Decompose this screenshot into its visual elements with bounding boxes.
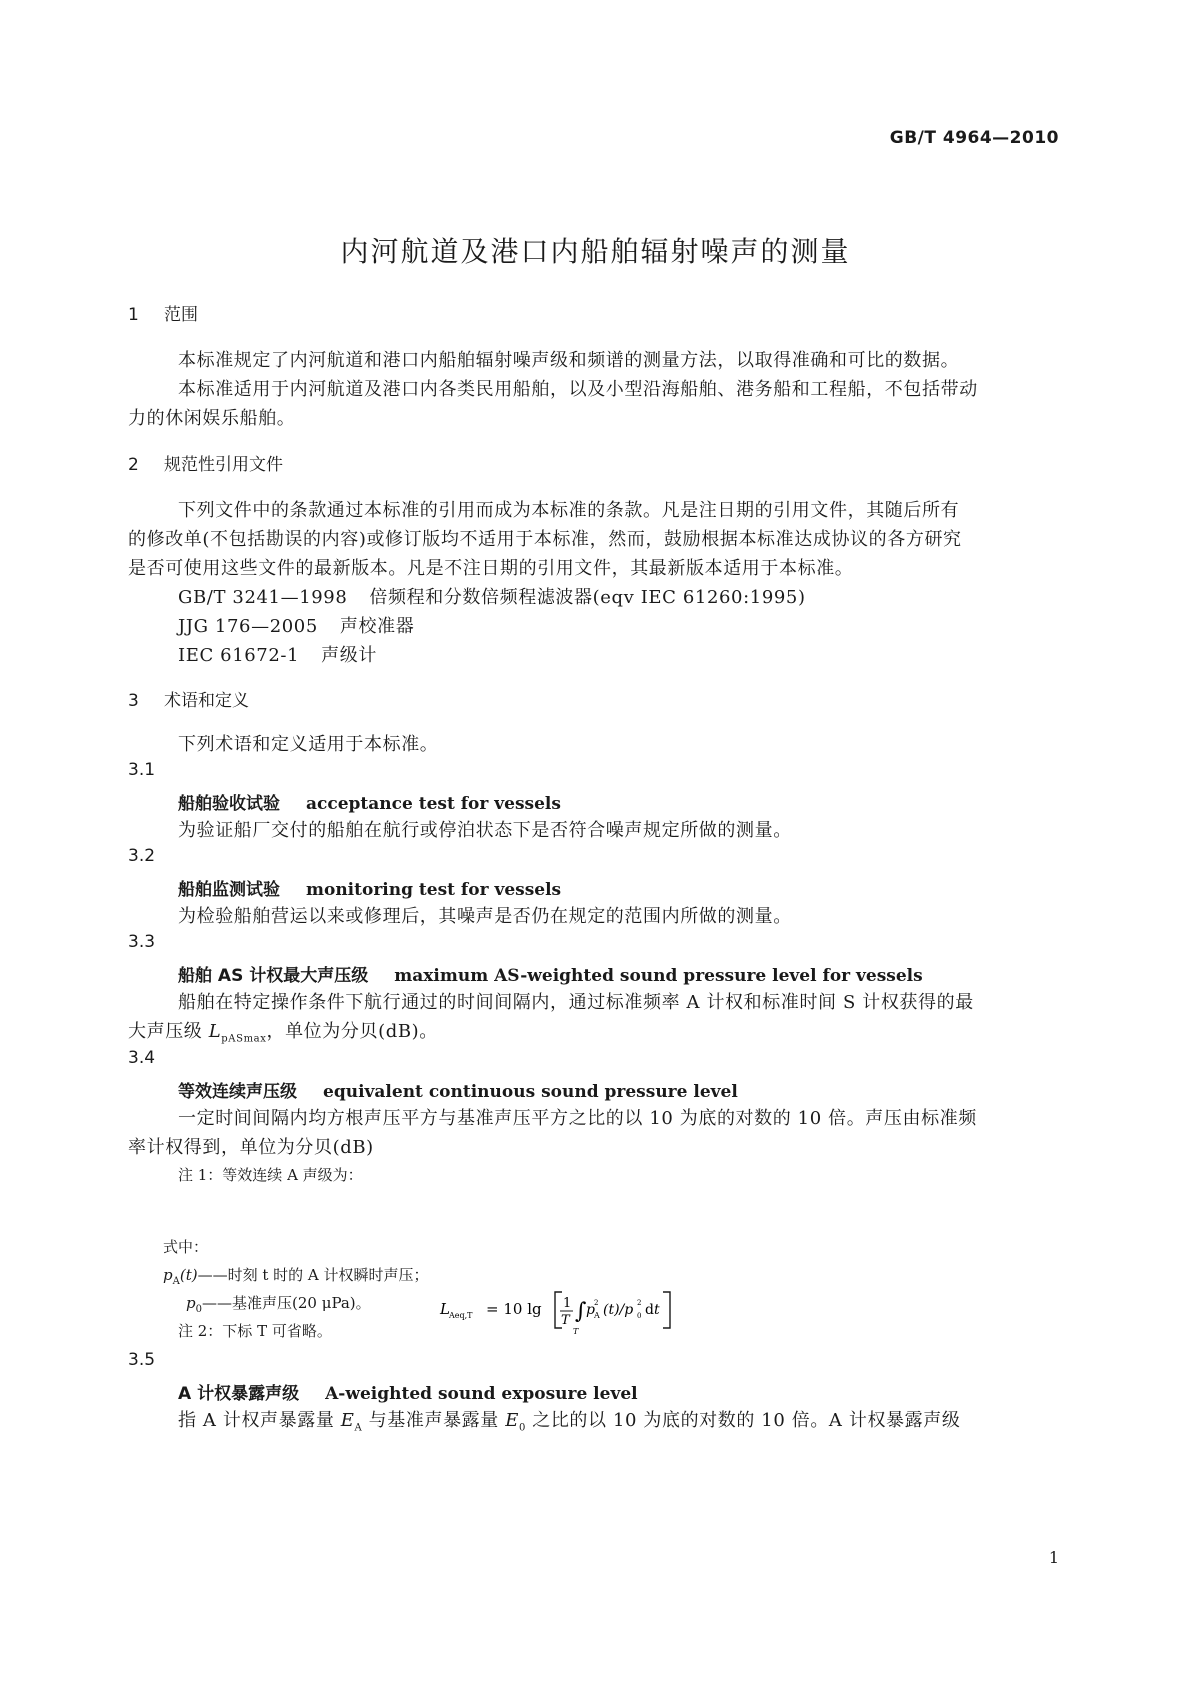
section-1-paragraph-2-cont: 力的休闲娱乐船舶。 — [128, 408, 296, 429]
svg-text:t: t — [654, 1302, 660, 1318]
term-3-3-title: 船舶 AS 计权最大声压级 maximum AS-weighted sound pressure level for vessels — [178, 966, 923, 986]
term-3-3-number: 3.3 — [128, 932, 156, 952]
svg-text:d: d — [645, 1302, 654, 1318]
term-3-2-definition: 为检验船舶营运以来或修理后，其噪声是否仍在规定的范围内所做的测量。 — [178, 906, 792, 927]
section-2-paragraph-1-cont: 的修改单(不包括勘误的内容)或修订版均不适用于本标准，然而，鼓励根据本标准达成协议的各方研究 — [128, 529, 962, 550]
reference-item: IEC 61672-1 声级计 — [178, 645, 377, 666]
term-3-5-definition: 指 A 计权声暴露量 $E_A$ 与基准声暴露量 $E_0$ 之比的以 10 为底的对数的 10 倍。A 计权暴露声级 — [178, 1410, 961, 1434]
svg-text:T: T — [561, 1313, 570, 1328]
section-2-heading: 2 规范性引用文件 — [128, 455, 283, 475]
term-3-1-definition: 为验证船厂交付的船舶在航行或停泊状态下是否符合噪声规定所做的测量。 — [178, 820, 792, 841]
term-3-1-title: 船舶验收试验 acceptance test for vessels — [178, 794, 561, 814]
reference-item: JJG 176—2005 声校准器 — [178, 616, 415, 637]
term-3-5-title: A 计权暴露声级 A-weighted sound exposure level — [178, 1384, 638, 1404]
variable-pa: $p_A(t)——$时刻 t 时的 A 计权瞬时声压； — [163, 1266, 429, 1287]
svg-text:p: p — [586, 1302, 595, 1318]
section-1-heading: 1 范围 — [128, 305, 198, 325]
document-title: 内河航道及港口内船舶辐射噪声的测量 — [340, 235, 851, 268]
section-2-paragraph-1-cont2: 是否可使用这些文件的最新版本。凡是不注日期的引用文件，其最新版本适用于本标准。 — [128, 558, 854, 579]
svg-text:T: T — [573, 1327, 579, 1336]
term-3-4-definition: 一定时间间隔内均方根声压平方与基准声压平方之比的以 10 为底的对数的 10 倍。声压由标准频 — [178, 1108, 977, 1129]
term-3-2-number: 3.2 — [128, 846, 156, 866]
term-3-4-definition-cont: 率计权得到，单位为分贝(dB) — [128, 1137, 374, 1158]
where-label: 式中： — [163, 1238, 209, 1256]
svg-text:0: 0 — [637, 1312, 642, 1320]
svg-text:(t)/p: (t)/p — [603, 1302, 634, 1318]
section-1-paragraph-2: 本标准适用于内河航道及港口内各类民用船舶，以及小型沿海船舶、港务船和工程船，不包括带动 — [178, 379, 978, 400]
section-2-paragraph-1: 下列文件中的条款通过本标准的引用而成为本标准的条款。凡是注日期的引用文件，其随后所有 — [178, 500, 960, 521]
section-1-paragraph-1: 本标准规定了内河航道和港口内船舶辐射噪声级和频谱的测量方法，以取得准确和可比的数据。 — [178, 350, 960, 371]
svg-text:2: 2 — [594, 1299, 599, 1307]
term-3-1-number: 3.1 — [128, 760, 156, 780]
term-3-4-title: 等效连续声压级 equivalent continuous sound pressure level — [178, 1082, 738, 1102]
term-3-4-number: 3.4 — [128, 1048, 156, 1068]
svg-text:2: 2 — [637, 1299, 642, 1307]
term-3-5-number: 3.5 — [128, 1350, 156, 1370]
reference-item: GB/T 3241—1998 倍频程和分数倍频程滤波器(eqv IEC 61260:1995) — [178, 587, 806, 608]
svg-text:1: 1 — [563, 1296, 572, 1311]
formula-lhs-subscript: Aeq,T — [449, 1311, 473, 1320]
term-3-2-title: 船舶监测试验 monitoring test for vessels — [178, 880, 562, 900]
standard-code: GB/T 4964—2010 — [889, 128, 1059, 148]
variable-p0: $p_0——$基准声压(20 μPa)。 — [186, 1294, 371, 1315]
svg-text:L: L — [440, 1300, 450, 1318]
section-3-heading: 3 术语和定义 — [128, 691, 249, 711]
formula-coefficient: = 10 lg — [486, 1300, 542, 1318]
note-1: 注 1：等效连续 A 声级为： — [178, 1166, 363, 1184]
svg-text:∫: ∫ — [575, 1299, 587, 1324]
term-3-3-definition-cont: 大声压级 $L_{pASmax}$，单位为分贝(dB)。 — [128, 1021, 438, 1045]
page-number: 1 — [1048, 1548, 1059, 1567]
note-2: 注 2：下标 T 可省略。 — [178, 1322, 332, 1340]
svg-text:A: A — [594, 1311, 600, 1320]
term-3-3-definition: 船舶在特定操作条件下航行通过的时间间隔内，通过标准频率 A 计权和标准时间 S 计权获得的最 — [178, 992, 974, 1013]
section-3-intro: 下列术语和定义适用于本标准。 — [178, 734, 439, 755]
